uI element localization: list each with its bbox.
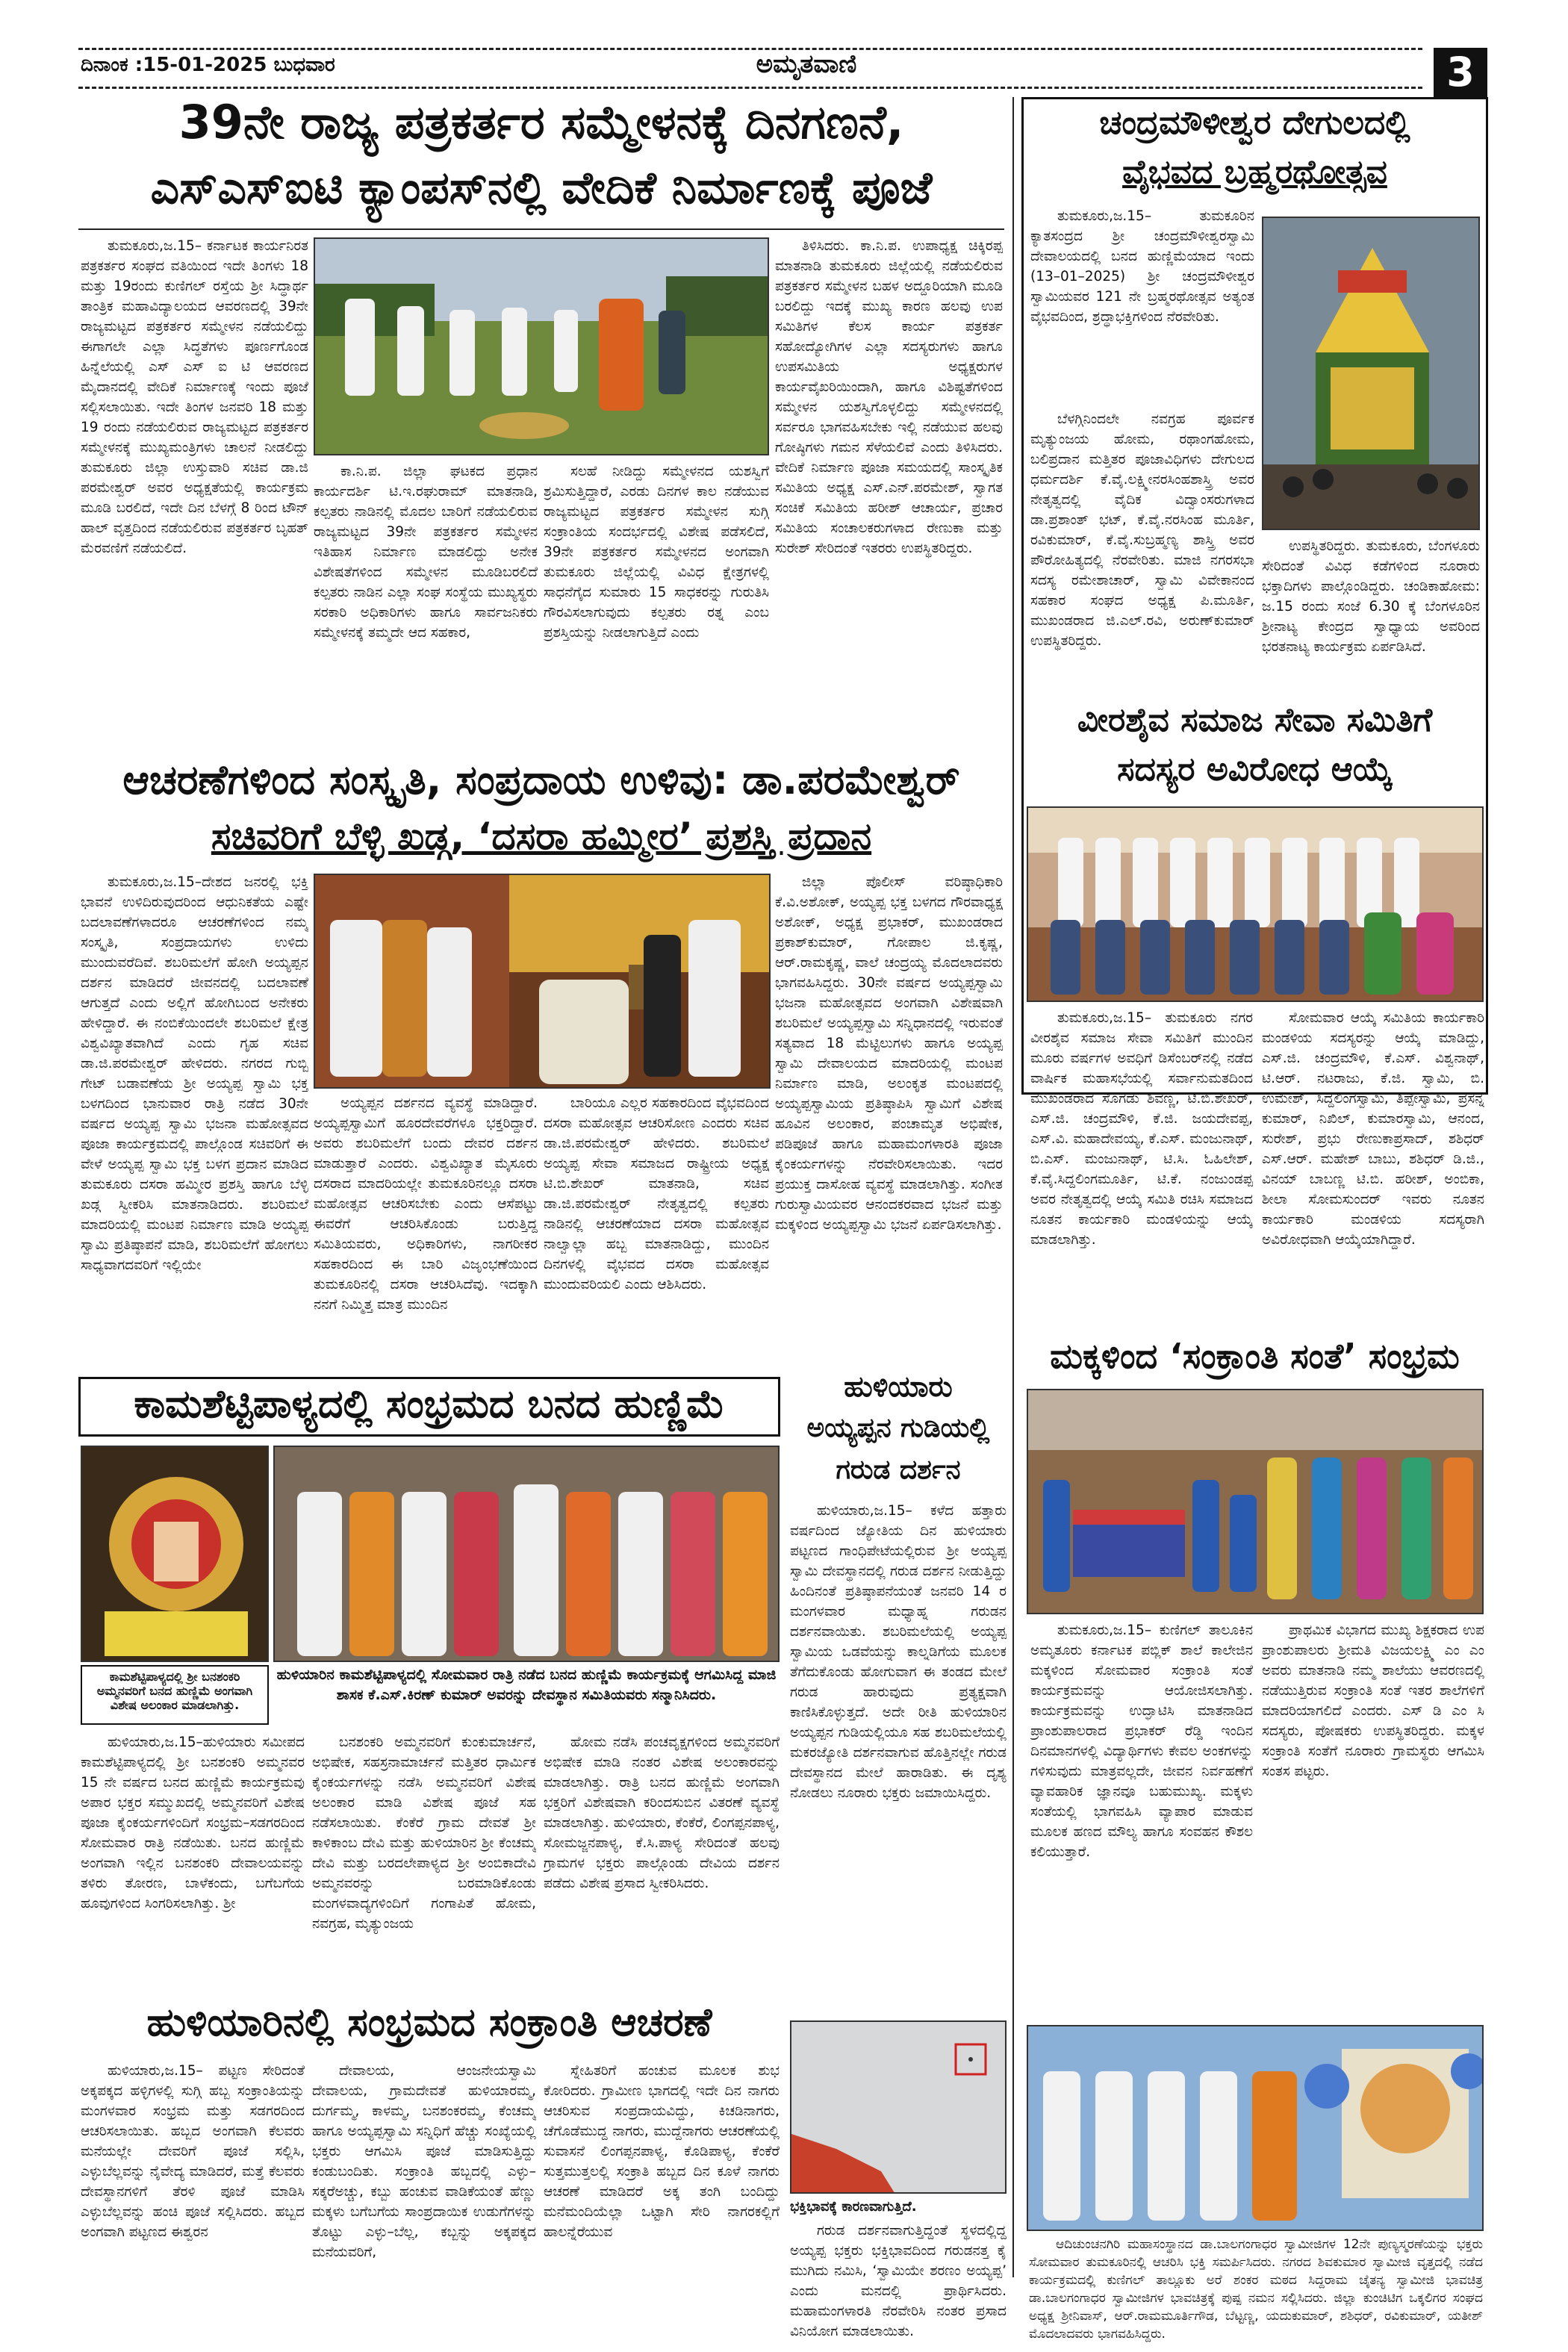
article7-column-1: [1030, 1620, 1253, 2020]
article4-col3-text: ಸ್ನೇಹಿತರಿಗೆ ಹಂಚುವ ಮೂಲಕ ಶುಭ ಕೋರಿದರು. ಗ್ರಾಮೀಣ ಭಾಗದಲ್ಲಿ ಇದೇ ದಿನ ನಾಗರು ಆಚರಿಸುವ ಸಂಪ್ರದಾಯವಿದ್ದು, ಕಿಚಡಿನಾಗರು, ಚೆಗೊಡೆಮುದ್ದ ನಾಗರು, ಮುದ್ದೆನಾಗರು ಆಚರಣೆಯಲ್ಲಿ ಸುವಾಸನೆ ಲಿಂಗಪ್ಪನಪಾಳ್ಯ, ಕೊಡಿಪಾಳ್ಯ, ಕೆಂಕೆರೆ ಸುತ್ತಮುತ್ತಲಲ್ಲಿ ಸಂಕ್ರಾತಿ ಹಬ್ಬದ ದಿನ ಕೂಳೆ ನಾಗರು ಆಚರಣೆ ಮಾಡಿದರೆ ಅಕ್ಕ ತಂಗಿ ಬಂದಿದ್ದು ಮನೆಮಂದಿಯೆಲ್ಲಾ ಒಟ್ಟಾಗಿ ಸೇರಿ ನಾಗರಕಲ್ಲಿಗೆ ಹಾಲನ್ನೆರೆಯುವ: [544, 2063, 780, 2240]
article8-headline-line1: ಹುಳಿಯಾರು: [844, 1370, 953, 1403]
article3-photo-left: [81, 1446, 269, 1662]
article3-col1-text: ಹುಳಿಯಾರು,ಜ.15–ಹುಳಿಯಾರು ಸಮೀಪದ ಕಾಮಶೆಟ್ಟಿಪಾಳ್ಯದಲ್ಲಿ ಶ್ರೀ ಬನಶಂಕರಿ ಅಮ್ಮನವರ 15 ನೇ ವರ್ಷದ ಬನದ ಹುಣ್ಣಿಮೆ ಕಾರ್ಯಕ್ರಮವು ಅಪಾರ ಭಕ್ತರ ಸಮ್ಮುಖದಲ್ಲಿ ಅಮ್ಮನವರಿಗೆ ವಿಶೇಷ ಪೂಜಾ ಕೈಂಕರ್ಯಗಳಿಂದಿಗೆ ಸಂಭ್ರಮ–ಸಡಗರದಿಂದ ಸೋಮವಾರ ರಾತ್ರಿ ನಡೆಯಿತು. ಬನದ ಹುಣ್ಣಿಮೆ ಅಂಗವಾಗಿ ಇಲ್ಲಿನ ಬನಶಂಕರಿ ದೇವಾಲಯವನ್ನು ತಳಿರು ತೋರಣ, ಬಾಳೆಕಂದು, ಬಗೆಬಗೆಯ ಹೂವುಗಳಿಂದ ಸಿಂಗರಿಸಲಾಗಿತ್ತು. ಶ್ರೀ: [81, 1735, 305, 1911]
article9-caption: [1029, 2236, 1483, 2348]
article1-col3-text: ಸಲಹೆ ನೀಡಿದ್ದು ಸಮ್ಮೇಳನದ ಯಶಸ್ವಿಗೆ ಶ್ರಮಿಸುತ್ತಿದ್ದಾರೆ, ಎರಡು ದಿನಗಳ ಕಾಲ ನಡೆಯುವ ರಾಜ್ಯಮಟ್ಟದ ಪತ್ರಕರ್ತರ ಸಮ್ಮೇಳನ ಸುಗ್ಗಿ ಸಂಕ್ರಾಂತಿಯ ಸಂದರ್ಭದಲ್ಲಿ ವಿಶೇಷ ಪಡೆಸಲಿದೆ, 39ನೇ ಪತ್ರಕರ್ತರ ಸಮ್ಮೇಳನದ ಅಂಗವಾಗಿ ತುಮಕೂರು ಜಿಲ್ಲೆಯಲ್ಲಿ ವಿವಿಧ ಕ್ಷೇತ್ರಗಳಲ್ಲಿ ಸಾಧನೆಗೈದ ಸುಮಾರು 15 ಸಾಧಕರನ್ನು ಗುರುತಿಸಿ ಗೌರವಿಸಲಾಗುವುದು ಕಲ್ಪತರು ರತ್ನ ಎಂಬ ಪ್ರಶಸ್ತಿಯನ್ನು ನೀಡಲಾಗುತ್ತಿದೆ ಎಂದು: [544, 464, 769, 641]
article5-col-full-text: ಬೆಳಗ್ಗಿನಿಂದಲೇ ನವಗ್ರಹ ಪೂರ್ವಕ ಮೃತ್ಯುಂಜಯ ಹೋಮ, ರಥಾಂಗಹೋಮ, ಬಲಿಪ್ರದಾನ ಮತ್ತಿತರ ಪೂಜಾವಿಧಿಗಳು ದೇಗುಲದ ಧರ್ಮದರ್ಶಿ ಕೆ.ವೈ.ಲಕ್ಷ್ಮೀನರಸಿಂಹಶಾಸ್ತ್ರಿ ಅವರ ನೇತೃತ್ವದಲ್ಲಿ ವೈದಿಕ ವಿದ್ವಾಂಸರುಗಳಾದ ಡಾ.ಪ್ರಶಾಂತ್ ಭಟ್, ಕೆ.ವೈ.ನರಸಿಂಹ ಮೂರ್ತಿ, ರವಿಕುಮಾರ್, ಕೆ.ವೈ.ಸುಬ್ರಹ್ಮಣ್ಯ ಶಾಸ್ತ್ರಿ ಅವರ ಪೌರೋಹಿತ್ಯದಲ್ಲಿ ನೆರವೇರಿತು. ಮಾಜಿ ನಗರಸಭಾ ಸದಸ್ಯ ರಮೇಶಾಚಾರ್, ಸ್ವಾಮಿ ವಿವೇಕಾನಂದ ಸಹಕಾರ ಸಂಘದ ಅಧ್ಯಕ್ಷ ಪಿ.ಮೂರ್ತಿ, ಮುಖಂಡರಾದ ಜಿ.ಎಲ್.ರವಿ, ಅರುಣ್‌ಕುಮಾರ್ ಉಪಸ್ಥಿತರಿದ್ದರು.: [1030, 411, 1254, 649]
article8-garuda-sky-image: [791, 2022, 1007, 2194]
article3-col2-text: ಬನಶಂಕರಿ ಅಮ್ಮನವರಿಗೆ ಕುಂಕುಮಾರ್ಚನೆ, ಅಭಿಷೇಕ, ಸಹಸ್ರನಾಮಾರ್ಚನೆ ಮತ್ತಿತರ ಧಾರ್ಮಿಕ ಕೈಂಕರ್ಯಗಳನ್ನು ನಡೆಸಿ ಅಮ್ಮನವರಿಗೆ ವಿಶೇಷ ಅಲಂಕಾರ ಮಾಡಿ ವಿಶೇಷ ಪೂಜೆ ಸಹ ನಡೆಸಲಾಯಿತು. ಕೆಂಕೆರೆ ಗ್ರಾಮ ದೇವತೆ ಶ್ರೀ ಕಾಳಿಕಾಂಬ ದೇವಿ ಮತ್ತು ಹುಳಿಯಾರಿನ ಶ್ರೀ ಕೆಂಚಮ್ಮ ದೇವಿ ಮತ್ತು ಬರದಲೇಪಾಳ್ಯದ ಶ್ರೀ ಅಂಬಿಕಾದೇವಿ ಅಮ್ಮನವರನ್ನು ಬರಮಾಡಿಕೊಂಡು ಮಂಗಳವಾದ್ಯಗಳಿಂದಿಗೆ ಗಂಗಾಪಿತೆ ಹೋಮ, ನವಗ್ರಹ, ಮೃತ್ಯುಂಜಯ: [312, 1735, 536, 1932]
column-divider: [1012, 97, 1014, 2277]
masthead-date: ದಿನಾಂಕ :15-01-2025 ಬುಧವಾರ: [81, 54, 335, 76]
article3-column-2: [312, 1732, 536, 1983]
article8-headline-line3: ಗರುಡ ದರ್ಶನ: [836, 1455, 961, 1485]
article6-col1-text: ತುಮಕೂರು,ಜ.15– ತುಮಕೂರು ನಗರ ವೀರಶೈವ ಸಮಾಜ ಸೇವಾ ಸಮಿತಿಗೆ ಮುಂದಿನ ಮೂರು ವರ್ಷಗಳ ಅವಧಿಗೆ ಡಿಸೆಂಬರ್‌ನಲ್ಲಿ ನಡೆದ ವಾರ್ಷಿಕ ಮಹಾಸಭೆಯಲ್ಲಿ ಸರ್ವಾನುಮತದಿಂದ ಮುಖಂಡರಾದ ಸೊಗಡು ಶಿವಣ್ಣ, ಟಿ.ಬಿ.ಶೇಖರ್, ಎಸ್.ಜಿ. ಚಂದ್ರಮೌಳಿ, ಕೆ.ಜಿ. ಜಯದೇವಪ್ಪ, ಎಸ್.ವಿ. ಮಹಾದೇವಯ್ಯ, ಕೆ.ಎಸ್. ಮಂಜುನಾಥ್, ಬಿ.ಎಸ್. ಮಂಜುನಾಥ್, ಟಿ.ಸಿ. ಓಹಿಲೇಶ್, ಕೆ.ವೈ.ಸಿದ್ದಲಿಂಗಮೂರ್ತಿ, ಟಿ.ಕೆ. ನಂಜುಂಡಪ್ಪ ಅವರ ನೇತೃತ್ವದಲ್ಲಿ ಆಯ್ಕೆ ಸಮಿತಿ ರಚಿಸಿ ಸಮಾಜದ ನೂತನ ಕಾರ್ಯಕಾರಿ ಮಂಡಳಿಯನ್ನು ಆಯ್ಕೆ ಮಾಡಲಾಗಿತ್ತು.: [1030, 1010, 1253, 1248]
article2-column-4: [775, 872, 1003, 1365]
article8-col-tail-text: ಗರುಡ ದರ್ಶನವಾಗುತ್ತಿದ್ದಂತೆ ಸ್ಥಳದಲ್ಲಿದ್ದ ಅಯ್ಯಪ್ಪ ಭಕ್ತರು ಭಕ್ತಿಭಾವದಿಂದ ಗರುಡನತ್ತ ಕೈ ಮುಗಿದು ನಮಿಸಿ, ‘ಸ್ವಾಮಿಯೇ ಶರಣಂ ಅಯ್ಯಪ್ಪ’ ಎಂದು ಮನದಲ್ಲಿ ಪ್ರಾರ್ಥಿಸಿದರು. ಮಹಾಮಂಗಳಾರತಿ ನೆರವೇರಿಸಿ ನಂತರ ಪ್ರಸಾದ ವಿನಿಯೋಗ ಮಾಡಲಾಯಿತು.: [790, 2223, 1007, 2339]
article5-caption-text: ಉಪಸ್ಥಿತರಿದ್ದರು. ತುಮಕೂರು, ಬೆಂಗಳೂರು ಸೇರಿದಂತೆ ವಿವಿಧ ಕಡೆಗಳಿಂದ ನೂರಾರು ಭಕ್ತಾದಿಗಳು ಪಾಲ್ಗೊಂಡಿದ್ದರು. ಚಂಡಿಕಾಹೋಮ: ಜ.15 ರಂದು ಸಂಜೆ 6.30 ಕ್ಕೆ ಬೆಂಗಳೂರಿನ ಶ್ರೀನಾಟ್ಯ ಕೇಂದ್ರದ ಸ್ವಾಧ್ಯಾಯ ಅವರಿಂದ ಭರತನಾಟ್ಯ ಕಾರ್ಯಕ್ರಮ ಏರ್ಪಡಿಸಿದೆ.: [1262, 538, 1480, 655]
article5-headline-line2: ವೈಭವದ ಬ್ರಹ್ಮರಥೋತ್ಸವ: [1122, 153, 1387, 191]
article1-col4-text: ತಿಳಿಸಿದರು. ಕಾ.ನಿ.ಪ. ಉಪಾಧ್ಯಕ್ಷ ಚಿಕ್ಕಿರಪ್ಪ ಮಾತನಾಡಿ ತುಮಕೂರು ಜಿಲ್ಲೆಯಲ್ಲಿ ನಡೆಯಲಿರುವ ಪತ್ರಕರ್ತರ ಸಮ್ಮೇಳನ ಬಹಳ ಅದ್ದೂರಿಯಾಗಿ ಮೂಡಿ ಬರಲಿದ್ದು ಇದಕ್ಕೆ ಮುಖ್ಯ ಕಾರಣ ಹಲವು ಉಪ ಸಮಿತಿಗಳ ಕೆಲಸ ಕಾರ್ಯ ಪತ್ರಕರ್ತ ಸಹೋದ್ಯೋಗಿಗಳ ಎಲ್ಲಾ ಸದಸ್ಯರುಗಳು ಹಾಗೂ ಉಪಸಮಿತಿಯ ಅಧ್ಯಕ್ಷರುಗಳ ಕಾರ್ಯವೈಖರಿಯಿಂದಾಗಿ, ಹಾಗೂ ವಿಶಿಷ್ಟತೆಗಳಿಂದ ಸಮ್ಮೇಳನ ಯಶಸ್ವಿಗೊಳ್ಳಲಿದ್ದು ಸಮ್ಮೇಳನದಲ್ಲಿ ಸರ್ವರೂ ಭಾಗವಹಿಸಬೇಕು ಇಲ್ಲಿ ನಡೆಯುವ ಹಲವು ಗೋಷ್ಠಿಗಳು ಗಮನ ಸೆಳೆಯಲಿವೆ ಎಂದು ತಿಳಿಸಿದರು. ವೇದಿಕೆ ನಿರ್ಮಾಣ ಪೂಜಾ ಸಮಯದಲ್ಲಿ ಸಾಂಸ್ಕೃತಿಕ ಸಮಿತಿಯ ಅಧ್ಯಕ್ಷ ಎಸ್.ಎನ್.ಪರಮೇಶ್, ಸ್ವಾಗತ ಸಂಚಿಕೆ ಸಮಿತಿಯ ಹರೀಶ್ ಆಚಾರ್ಯ, ಪ್ರಚಾರ ಸಮಿತಿಯ ಸಂಚಾಲಕರುಗಳಾದ ರೇಣುಕಾ ಮತ್ತು ಸುರೇಶ್ ಸೇರಿದಂತೆ ಇತರರು ಉಪಸ್ಥಿತರಿದ್ದರು.: [775, 238, 1003, 556]
article4-column-1: [81, 2061, 305, 2348]
article6-col2-text: ಸೋಮವಾರ ಆಯ್ಕೆ ಸಮಿತಿಯ ಕಾರ್ಯಕಾರಿ ಮಂಡಳಿಯ ಸದಸ್ಯರನ್ನು ಆಯ್ಕೆ ಮಾಡಿದ್ದು, ಎಸ್.ಜಿ. ಚಂದ್ರಮೌಳಿ, ಕೆ.ಎಸ್. ವಿಶ್ವನಾಥ್, ಟಿ.ಆರ್. ನಟರಾಜು, ಕೆ.ಜಿ. ಸ್ವಾಮಿ, ಬಿ. ಉಮೇಶ್, ಸಿದ್ದಲಿಂಗಸ್ವಾಮಿ, ತಿಪ್ಪೇಸ್ವಾಮಿ, ಪ್ರಸನ್ನ ಕುಮಾರ್, ನಿಖಿಲ್, ಕುಮಾರಸ್ವಾಮಿ, ಆನಂದ, ಸುರೇಶ್, ಪ್ರಭು ರೇಣುಕಾಪ್ರಸಾದ್, ಶಶಿಧರ್ ಎಸ್.ಆರ್. ಮಹೇಶ್ ಬಾಬು, ಶಶಿಧರ್ ಡಿ.ಜಿ., ವಿನಯ್ ಬಾಬಣ್ಣ ಟಿ.ಬಿ. ಹರೀಶ್, ಅಂಬಿಕಾ, ಶೀಲಾ ಸೋಮಸುಂದರ್ ಇವರು ನೂತನ ಕಾರ್ಯಕಾರಿ ಮಂಡಳಿಯ ಸದಸ್ಯರಾಗಿ ಅವಿರೋಧವಾಗಿ ಆಯ್ಕೆಯಾಗಿದ್ದಾರೆ.: [1262, 1010, 1484, 1248]
article7-column-2: [1262, 1620, 1484, 2020]
article2-headline-line1: ಆಚರಣೆಗಳಿಂದ ಸಂಸ್ಕೃತಿ, ಸಂಪ್ರದಾಯ ಉಳಿವು: ಡಾ.ಪರಮೇಶ್ವರ್: [122, 756, 960, 803]
article6-headline-line1: ವೀರಶೈವ ಸಮಾಜ ಸೇವಾ ಸಮಿತಿಗೆ: [1077, 701, 1433, 739]
article1-rule: [78, 228, 1004, 230]
article9-tribute-image: [1028, 2026, 1484, 2231]
article2-col2-text: ಅಯ್ಯಪ್ಪನ ದರ್ಶನದ ವ್ಯವಸ್ಥೆ ಮಾಡಿದ್ದಾರೆ. ಅಯ್ಯಪ್ಪಸ್ವಾಮಿಗೆ ಹೂರದೇವರೆಗಳೂ ಭಕ್ತರಿದ್ದಾರೆ. ಅವರು ಶಬರಿಮಲೆಗೆ ಬಂದು ದೇವರ ದರ್ಶನ ಮಾಡುತ್ತಾರೆ ಎಂದರು. ವಿಶ್ವವಿಖ್ಯಾತ ಮೈಸೂರು ದಸರಾದ ಮಾದರಿಯಲ್ಲೇ ತುಮಕೂರಿನಲ್ಲೂ ದಸರಾ ಮಹೋತ್ಸವ ಆಚರಿಸಬೇಕು ಎಂದು ಆಸೆಪಟ್ಟು ಈವರೆಗೆ ಆಚರಿಸಿಕೊಂಡು ಬರುತ್ತಿದ್ದ ಸಮಿತಿಯವರು, ಅಧಿಕಾರಿಗಳು, ನಾಗರೀಕರ ಸಹಕಾರದಿಂದ ಈ ಬಾರಿ ವಿಜೃಂಭಣೆಯಿಂದ ತುಮಕೂರಿನಲ್ಲಿ ದಸರಾ ಆಚರಿಸಿದೆವು. ಇದಕ್ಕಾಗಿ ನನಗೆ ನಿಮ್ಮಿತ್ತ ಮಾತ್ರ ಮುಂದಿನ: [314, 1095, 538, 1313]
article2-column-1: [81, 872, 308, 1365]
article1-column-3: [544, 461, 769, 751]
article3-col3-text: ಹೋಮ ನಡೆಸಿ ಪಂಚವೃಕ್ಷಗಳಿಂದ ಅಮ್ಮನವರಿಗೆ ಅಭಿಷೇಕ ಮಾಡಿ ನಂತರ ವಿಶೇಷ ಅಲಂಕಾರವನ್ನು ಮಾಡಲಾಗಿತ್ತು. ರಾತ್ರಿ ಬನದ ಹುಣ್ಣಿಮೆ ಅಂಗವಾಗಿ ಭಕ್ತರಿಗೆ ವಿಶೇಷವಾಗಿ ಕರಿಂದಸುಬಿನ ವಿತರಣೆ ವ್ಯವಸ್ಥೆ ಮಾಡಲಾಗಿತ್ತು. ಹುಳಿಯಾರು, ಕೆಂಕೆರೆ, ಲಿಂಗಪ್ಪನಪಾಳ್ಯ, ಸೋಮಜ್ಜನಪಾಳ್ಯ, ಕೆ.ಸಿ.ಪಾಳ್ಯ ಸೇರಿದಂತೆ ಹಲವು ಗ್ರಾಮಗಳ ಭಕ್ತರು ಪಾಲ್ಗೊಂಡು ದೇವಿಯ ದರ್ಶನ ಪಡೆದು ವಿಶೇಷ ಪ್ರಸಾದ ಸ್ವೀಕರಿಸಿದರು.: [544, 1735, 780, 1891]
article6-group-photo-image: [1028, 808, 1484, 1002]
article2-headline-line2: ಸಚಿವರಿಗೆ ಬೆಳ್ಳಿ ಖಡ್ಗ, ‘ದಸರಾ ಹಮ್ಮೀರ’ ಪ್ರಶಸ್ತಿ ಪ್ರದಾನ: [211, 815, 872, 858]
article1-headline-line2: ಎಸ್‌ಎಸ್‌ಐಟಿ ಕ್ಯಾಂಪಸ್‌ನಲ್ಲಿ ವೇದಿಕೆ ನಿರ್ಮಾಣಕ್ಕೆ ಪೂಜೆ: [150, 162, 933, 214]
article8-headline-line2: ಅಯ್ಯಪ್ಪನ ಗುಡಿಯಲ್ಲಿ: [806, 1413, 990, 1443]
article3-column-3: [544, 1732, 780, 1983]
article7-col2-text: ಪ್ರಾಥಮಿಕ ವಿಭಾಗದ ಮುಖ್ಯ ಶಿಕ್ಷಕರಾದ ಉಪ ಪ್ರಾಂಶುಪಾಲರು ಶ್ರೀಮತಿ ವಿಜಯಲಕ್ಷ್ಮಿ ಎಂ ಎಂ ಅವರು ಮಾತನಾಡಿ ನಮ್ಮ ಶಾಲೆಯು ಆವರಣದಲ್ಲಿ ನಡೆಯುತ್ತಿರುವ ಸಂಕ್ರಾಂತಿ ಸಂತೆ ಇತರ ಶಾಲೆಗಳಿಗೆ ಮಾದರಿಯಾಗಲಿದೆ ಎಂದರು. ಎಸ್ ಡಿ ಎಂ ಸಿ ಸದಸ್ಯರು, ಪೋಷಕರು ಉಪಸ್ಥಿತರಿದ್ದರು. ಮಕ್ಕಳ ಸಂಕ್ರಾಂತಿ ಸಂತೆಗೆ ನೂರಾರು ಗ್ರಾಮಸ್ಥರು ಆಗಮಿಸಿ ಸಂತಸ ಪಟ್ಟರು.: [1262, 1623, 1484, 1779]
article3-caption-right: ಹುಳಿಯಾರಿನ ಕಾಮಶೆಟ್ಟಿಪಾಳ್ಯದಲ್ಲಿ ಸೋಮವಾರ ರಾತ್ರಿ ನಡೆದ ಬನದ ಹುಣ್ಣಿಮೆ ಕಾರ್ಯಕ್ರಮಕ್ಕೆ ಆಗಮಿಸಿದ್ದ ಮಾಜಿ ಶಾಸಕ ಕೆ.ಎಸ್.ಕಿರಣ್ ಕುಮಾರ್ ಅವರನ್ನು ದೇವಸ್ಥಾನ ಸಮಿತಿಯವರು ಸನ್ಮಾನಿಸಿದರು.: [273, 1665, 780, 1728]
article6-column-1: [1030, 1008, 1253, 1329]
article6-headline-line2: ಸದಸ್ಯರ ಅವಿರೋಧ ಆಯ್ಕೆ: [1117, 750, 1393, 788]
article1-column-2: [314, 461, 538, 751]
article4-column-3: [544, 2061, 780, 2348]
article4-col2-text: ದೇವಾಲಯ, ಆಂಜನೇಯಸ್ವಾಮಿ ದೇವಾಲಯ, ಗ್ರಾಮದೇವತೆ ಹುಳಿಯಾರಮ್ಮ, ದುರ್ಗಮ್ಮ, ಕಾಳಮ್ಮ, ಬನಶಂಕರಮ್ಮ, ಕೆಂಚಮ್ಮ ಹಾಗೂ ಅಯ್ಯಪ್ಪಸ್ವಾಮಿ ಸನ್ನಿಧಿಗೆ ಹೆಚ್ಚು ಸಂಖ್ಯೆಯಲ್ಲಿ ಭಕ್ತರು ಆಗಮಿಸಿ ಪೂಜೆ ಮಾಡಿಸುತ್ತಿದ್ದು ಕಂಡುಬಂದಿತು. ಸಂಕ್ರಾಂತಿ ಹಬ್ಬದಲ್ಲಿ ಎಳ್ಳು–ಸಕ್ಕರೆಅಚ್ಚು, ಕಬ್ಬು ಹಂಚುವ ವಾಡಿಕೆಯಂತೆ ಹೆಣ್ಣು ಮಕ್ಕಳು ಬಗೆಬಗೆಯ ಸಾಂಪ್ರದಾಯಿಕ ಉಡುಗೆಗಳನ್ನು ತೊಟ್ಟು ಎಳ್ಳು–ಬೆಲ್ಲ, ಕಬ್ಬನ್ನು ಅಕ್ಕಪಕ್ಕದ ಮನೆಯವರಿಗೆ,: [312, 2063, 536, 2260]
article2-column-3: [544, 1093, 769, 1365]
article1-headline-line1: 39ನೇ ರಾಜ್ಯ ಪತ್ರಕರ್ತರ ಸಮ್ಮೇಳನಕ್ಕೆ ದಿನಗಣನೆ,: [178, 95, 904, 149]
article5-chariot-image: [1263, 218, 1480, 530]
article1-column-1: [81, 236, 308, 751]
article7-children-market-image: [1028, 1390, 1484, 1614]
article8-column-1: [790, 1501, 1007, 2016]
masthead-paper-name: ಅಮೃತವಾಣಿ: [756, 49, 857, 79]
article3-photo-right: [273, 1446, 780, 1662]
article4-col1-text: ಹುಳಿಯಾರು,ಜ.15– ಪಟ್ಟಣ ಸೇರಿದಂತೆ ಅಕ್ಕಪಕ್ಕದ ಹಳ್ಳಿಗಳಲ್ಲಿ ಸುಗ್ಗಿ ಹಬ್ಬ ಸಂಕ್ರಾಂತಿಯನ್ನು ಮಂಗಳವಾರ ಸಂಭ್ರಮ ಮತ್ತು ಸಡಗರದಿಂದ ಆಚರಿಸಲಾಯಿತು. ಹಬ್ಬದ ಅಂಗವಾಗಿ ಕೆಲವರು ಮನೆಯಲ್ಲೇ ದೇವರಿಗೆ ಪೂಜೆ ಸಲ್ಲಿಸಿ, ಎಳ್ಳುಬೆಲ್ಲವನ್ನು ನೈವೇದ್ಯ ಮಾಡಿದರೆ, ಮತ್ತೆ ಕೆಲವರು ದೇವಸ್ಥಾನಗಳಿಗೆ ತೆರಳಿ ಪೂಜೆ ಮಾಡಿಸಿ ಎಳ್ಳುಬೆಲ್ಲವನ್ನು ಹಂಚಿ ಪೂಜೆ ಸಲ್ಲಿಸಿದರು. ಹಬ್ಬದ ಅಂಗವಾಗಿ ಪಟ್ಟಣದ ಈಶ್ವರನ: [81, 2063, 305, 2240]
article3-caption-left: ಕಾಮಶೆಟ್ಟಿಪಾಳ್ಯದಲ್ಲಿ ಶ್ರೀ ಬನಶಂಕರಿ ಅಮ್ಮನವರಿಗೆ ಬನದ ಹುಣ್ಣಿಮೆ ಅಂಗವಾಗಿ ವಿಶೇಷ ಅಲಂಕಾರ ಮಾಡಲಾಗಿತ್ತು.: [81, 1665, 269, 1725]
article5-col1-text: ತುಮಕೂರು,ಜ.15– ತುಮಕೂರಿನ ಕ್ಯಾತಸಂದ್ರದ ಶ್ರೀ ಚಂದ್ರಮೌಳೀಶ್ವರಸ್ವಾಮಿ ದೇವಾಲಯದಲ್ಲಿ ಬನದ ಹುಣ್ಣಿಮೆಯಾದ ಇಂದು (13–01–2025) ಶ್ರೀ ಚಂದ್ರಮೌಳೀಶ್ವರ ಸ್ವಾಮಿಯವರ 121 ನೇ ಬ್ರಹ್ಮರಥೋತ್ಸವ ಅತ್ಯಂತ ವೈಭವದಿಂದ, ಶ್ರದ್ಧಾಭಕ್ತಿಗಳಿಂದ ನೆರವೇರಿತು.: [1030, 208, 1254, 325]
article7-col1-text: ತುಮಕೂರು,ಜ.15– ಕುಣಿಗಲ್ ತಾಲೂಕಿನ ಅಮೃತೂರು ಕರ್ನಾಟಕ ಪಬ್ಲಿಕ್ ಶಾಲೆ ಕಾಲೇಜಿನ ಮಕ್ಕಳಿಂದ ಸೋಮವಾರ ಸಂಕ್ರಾಂತಿ ಸಂತೆ ಕಾರ್ಯಕ್ರಮವನ್ನು ಆಯೋಜಿಸಲಾಗಿತ್ತು. ಕಾರ್ಯಕ್ರಮವನ್ನು ಉದ್ಘಾಟಿಸಿ ಮಾತನಾಡಿದ ಪ್ರಾಂಶುಪಾಲರಾದ ಪ್ರಭಾಕರ್ ರೆಡ್ಡಿ ಇಂದಿನ ದಿನಮಾನಗಳಲ್ಲಿ ವಿದ್ಯಾರ್ಥಿಗಳು ಕೇವಲ ಅಂಕಗಳನ್ನು ಗಳಿಸುವುದು ಮಾತ್ರವಲ್ಲದೇ, ಜೀವನ ನಿರ್ವಹಣೆಗೆ ವ್ಯಾವಹಾರಿಕ ಜ್ಞಾನವೂ ಬಹುಮುಖ್ಯ. ಮಕ್ಕಳು ಸಂತೆಯಲ್ಲಿ ಭಾಗವಹಿಸಿ ವ್ಯಾಪಾರ ಮಾಡುವ ಮೂಲಕ ಹಣದ ಮೌಲ್ಯ ಹಾಗೂ ಸಂವಹನ ಕೌಶಲ ಕಲಿಯುತ್ತಾರೆ.: [1030, 1623, 1253, 1860]
article1-photo-image: [315, 239, 769, 455]
article6-photo: [1027, 806, 1484, 1002]
article7-headline: ಮಕ್ಕಳಿಂದ ‘ಸಂಕ್ರಾಂತಿ ಸಂತೆ’ ಸಂಭ್ರಮ: [1050, 1336, 1460, 1376]
article9-photo: [1027, 2025, 1484, 2231]
article8-column-2: [790, 2221, 1007, 2348]
article3-felicitation-image: [275, 1447, 780, 1662]
article5-headline-line1: ಚಂದ್ರಮೌಳೀಶ್ವರ ದೇಗುಲದಲ್ಲಿ: [1099, 104, 1410, 142]
article8-caption: ಭಕ್ತಿಭಾವಕ್ಕೆ ಕಾರಣವಾಗುತ್ತಿದೆ.: [790, 2197, 1007, 2219]
article3-column-1: [81, 1732, 305, 1983]
article3-headline: ಕಾಮಶೆಟ್ಟಿಪಾಳ್ಯದಲ್ಲಿ ಸಂಭ್ರಮದ ಬನದ ಹುಣ್ಣಿಮೆ: [134, 1382, 725, 1427]
article8-photo: [790, 2020, 1007, 2194]
page-number: 3: [1434, 48, 1487, 97]
masthead-bottom-rule: [78, 87, 1422, 89]
article8-col1-text: ಹುಳಿಯಾರು,ಜ.15– ಕಳೆದ ಹತ್ತಾರು ವರ್ಷದಿಂದ ಜ್ಯೋತಿಯ ದಿನ ಹುಳಿಯಾರು ಪಟ್ಟಣದ ಗಾಂಧಿಪೇಟೆಯಲ್ಲಿರುವ ಶ್ರೀ ಅಯ್ಯಪ್ಪ ಸ್ವಾಮಿ ದೇವಸ್ಥಾನದಲ್ಲಿ ಗರುಡ ದರ್ಶನ ನೀಡುತ್ತಿದ್ದು ಹಿಂದಿನಂತೆ ಪ್ರತಿಷ್ಠಾಪನೆಯಂತೆ ಜನವರಿ 14 ರ ಮಂಗಳವಾರ ಮಧ್ಯಾಹ್ನ ಗರುಡನ ದರ್ಶನವಾಯಿತು. ಶಬರಿಮಲೆಯಲ್ಲಿ ಅಯ್ಯಪ್ಪ ಸ್ವಾಮಿಯ ಒಡವೆಯನ್ನು ಕಾಲ್ನಡಿಗೆಯ ಮೂಲಕ ತೆಗೆದುಕೊಂಡು ಹೋಗುವಾಗ ಈ ತಂಡದ ಮೇಲೆ ಗರುಡ ಹಾರುವುದು ಪ್ರತ್ಯಕ್ಷವಾಗಿ ಕಾಣಿಸಿಕೊಳ್ಳುತ್ತದೆ. ಅದೇ ರೀತಿ ಹುಳಿಯಾರಿನ ಅಯ್ಯಪ್ಪನ ಗುಡಿಯಲ್ಲಿಯೂ ಸಹ ಶಬರಿಮಲೆಯಲ್ಲಿ ಮಕರಜ್ಯೋತಿ ದರ್ಶನವಾಗುವ ಹೊತ್ತಿನಲ್ಲೇ ಗರುಡ ದೇವಸ್ಥಾನದ ಮೇಲೆ ಹಾರಾಡಿತು. ಈ ದೃಶ್ಯ ನೋಡಲು ನೂರಾರು ಭಕ್ತರು ಜಮಾಯಿಸಿದ್ದರು.: [790, 1503, 1007, 1801]
article9-caption-text: ಆದಿಚುಂಚನಗಿರಿ ಮಹಾಸಂಸ್ಥಾನದ ಡಾ.ಬಾಲಗಂಗಾಧರ ಸ್ವಾಮೀಜಿಗಳ 12ನೇ ಪುಣ್ಯಸ್ಮರಣೆಯನ್ನು ಭಕ್ತರು ಸೋಮವಾರ ತುಮಕೂರಿನಲ್ಲಿ ಆಚರಿಸಿ ಭಕ್ತಿ ಸಮರ್ಪಿಸಿದರು. ನಗರದ ಶಿವಕುಮಾರ ಸ್ವಾಮೀಜಿ ವೃತ್ತದಲ್ಲಿ ನಡೆದ ಕಾರ್ಯಕ್ರಮದಲ್ಲಿ ಕುಣಿಗಲ್ ತಾಲ್ಲೂಕು ಅರೆ ಶಂಕರ ಮಠದ ಸಿದ್ದರಾಮ ಚೈತನ್ಯ ಸ್ವಾಮೀಜಿ ಭಾವಚಿತ್ರ ಡಾ.ಬಾಲಗಂಗಾಧರ ಸ್ವಾಮೀಜಿಗಳ ಭಾವಚಿತ್ರಕ್ಕೆ ಪುಷ್ಪ ನಮನ ಸಲ್ಲಿಸಿದರು. ಜಿಲ್ಲಾ ಕುಂಚಿಟಿಗ ಒಕ್ಕಲಿಗರ ಸಂಘದ ಅಧ್ಯಕ್ಷ ಶ್ರೀನಿವಾಸ್, ಆರ್.ರಾಮಮೂರ್ತಿಗೌಡ, ಬೆಟ್ಟಣ್ಣ, ಯದುಕುಮಾರ್, ಶಶಿಧರ್, ರವಿಕುಮಾರ್, ಯತೀಶ್ ಮೊದಲಾದವರು ಭಾಗವಹಿಸಿದ್ದರು.: [1029, 2237, 1483, 2342]
article2-col1-text: ತುಮಕೂರು,ಜ.15–ದೇಶದ ಜನರಲ್ಲಿ ಭಕ್ತಿ ಭಾವನೆ ಉಳಿದಿರುವುದರಿಂದ ಆಧುನಿಕತೆಯ ಎಷ್ಟೇ ಬದಲಾವಣೆಗಳಾದರೂ ಆಚರಣೆಗಳಿಂದ ನಮ್ಮ ಸಂಸ್ಕೃತಿ, ಸಂಪ್ರದಾಯಗಳು ಉಳಿದು ಮುಂದುವರೆದಿವೆ. ಶಬರಿಮಲೆಗೆ ಹೋಗಿ ಅಯ್ಯಪ್ಪನ ದರ್ಶನ ಮಾಡಿದರೆ ಜೀವನದಲ್ಲಿ ಬದಲಾವಣೆ ಆಗುತ್ತದೆ ಎಂದು ಅಲ್ಲಿಗೆ ಹೋಗಿಬಂದ ಅನೇಕರು ಹೇಳಿದ್ದಾರೆ. ಈ ನಂಬಿಕೆಯಿಂದಲೇ ಶಬರಿಮಲೆ ಕ್ಷೇತ್ರ ವಿಶ್ವವಿಖ್ಯಾತವಾಗಿದೆ ಎಂದು ಗೃಹ ಸಚಿವ ಡಾ.ಜಿ.ಪರಮೇಶ್ವರ್ ಹೇಳಿದರು. ನಗರದ ಗುಬ್ಬಿ ಗೇಟ್ ಬಡಾವಣೆಯ ಶ್ರೀ ಅಯ್ಯಪ್ಪ ಸ್ವಾಮಿ ಭಕ್ತ ಬಳಗದಿಂದ ಭಾನುವಾರ ರಾತ್ರಿ ನಡೆದ 30ನೇ ವರ್ಷದ ಅಯ್ಯಪ್ಪ ಸ್ವಾಮಿ ಭಜನಾ ಮಹೋತ್ಸವದ ಪೂಜಾ ಕಾರ್ಯಕ್ರಮದಲ್ಲಿ ಪಾಲ್ಗೊಂಡ ಸಚಿವರಿಗೆ ಈ ವೇಳೆ ಅಯ್ಯಪ್ಪ ಸ್ವಾಮಿ ಭಕ್ತ ಬಳಗ ಪ್ರದಾನ ಮಾಡಿದ ತುಮಕೂರು ದಸರಾ ಹಮ್ಮೀರ ಪ್ರಶಸ್ತಿ ಹಾಗೂ ಬೆಳ್ಳಿ ಖಡ್ಗ ಸ್ವೀಕರಿಸಿ ಮಾತನಾಡಿದರು. ಶಬರಿಮಲೆ ಮಾದರಿಯಲ್ಲಿ ಮಂಟಪ ನಿರ್ಮಾಣ ಮಾಡಿ ಅಯ್ಯಪ್ಪ ಸ್ವಾಮಿ ಪ್ರತಿಷ್ಠಾಪನೆ ಮಾಡಿ, ಶಬರಿಮಲೆಗೆ ಹೋಗಲು ಸಾಧ್ಯವಾಗದವರಿಗೆ ಇಲ್ಲಿಯೇ: [81, 874, 308, 1273]
article7-photo: [1027, 1389, 1484, 1614]
article2-photo: [314, 874, 771, 1089]
article5-column-1: [1030, 206, 1254, 408]
article2-col3-text: ಬಾರಿಯೂ ಎಲ್ಲರ ಸಹಕಾರದಿಂದ ವೈಭವದಿಂದ ದಸರಾ ಮಹೋತ್ಸವ ಆಚರಿಸೋಣ ಎಂದರು ಸಚಿವ ಡಾ.ಜಿ.ಪರಮೇಶ್ವರ್ ಹೇಳಿದರು. ಶಬರಿಮಲೆ ಅಯ್ಯಪ್ಪ ಸೇವಾ ಸಮಾಜದ ರಾಷ್ಟ್ರೀಯ ಅಧ್ಯಕ್ಷ ಟಿ.ಬಿ.ಶೇಖರ್ ಮಾತನಾಡಿ, ಸಚಿವ ಡಾ.ಜಿ.ಪರಮೇಶ್ವರ್ ನೇತೃತ್ವದಲ್ಲಿ ಕಲ್ಪತರು ನಾಡಿನಲ್ಲಿ ಆಚರಣೆಯಾದ ದಸರಾ ಮಹೋತ್ಸವ ನಾಲ್ವಾಲ್ಲಾ ಹಬ್ಬ ಮಾತನಾಡಿದ್ದು, ಮುಂದಿನ ದಿನಗಳಲ್ಲಿ ವೈಭವದ ದಸರಾ ಮಹೋತ್ಸವ ಮುಂದುವರಿಯಲಿ ಎಂದು ಆಶಿಸಿದರು.: [544, 1095, 769, 1292]
article6-column-2: [1262, 1008, 1484, 1329]
article2-col4-text: ಜಿಲ್ಲಾ ಪೊಲೀಸ್ ವರಿಷ್ಠಾಧಿಕಾರಿ ಕೆ.ವಿ.ಅಶೋಕ್, ಅಯ್ಯಪ್ಪ ಭಕ್ತ ಬಳಗದ ಗೌರವಾಧ್ಯಕ್ಷ ಅಶೋಕ್, ಅಧ್ಯಕ್ಷ ಪ್ರಭಾಕರ್, ಮುಖಂಡರಾದ ಪ್ರಕಾಶ್‌ಕುಮಾರ್, ಗೋಪಾಲ ಜಿ.ಕೃಷ್ಣ, ಆರ್.ರಾಮಕೃಷ್ಣ, ವಾಲೆ ಚಂದ್ರಯ್ಯ ಮೊದಲಾದವರು ಭಾಗವಹಿಸಿದ್ದರು. 30ನೇ ವರ್ಷದ ಅಯ್ಯಪ್ಪಸ್ವಾಮಿ ಭಜನಾ ಮಹೋತ್ಸವದ ಅಂಗವಾಗಿ ವಿಶೇಷವಾಗಿ ಶಬರಿಮಲೆ ಅಯ್ಯಪ್ಪಸ್ವಾಮಿ ಸನ್ನಿಧಾನದಲ್ಲಿ ಇರುವಂತೆ ಸತ್ಯವಾದ 18 ಮೆಟ್ಟಿಲುಗಳು ಹಾಗೂ ಅಯ್ಯಪ್ಪ ಸ್ವಾಮಿ ದೇವಾಲಯದ ಮಾದರಿಯಲ್ಲಿ ಮಂಟಪ ನಿರ್ಮಾಣ ಮಾಡಿ, ಅಲಂಕೃತ ಮಂಟಪದಲ್ಲಿ ಅಯ್ಯಪ್ಪಸ್ವಾಮಿಯ ಪ್ರತಿಷ್ಠಾಪಿಸಿ ಸ್ವಾಮಿಗೆ ವಿಶೇಷ ಹೂವಿನ ಅಲಂಕಾರ, ಪಂಚಾಮೃತ ಅಭಿಷೇಕ, ಪಡಿಪೂಜೆ ಹಾಗೂ ಮಹಾಮಂಗಳಾರತಿ ಪೂಜಾ ಕೈಂಕರ್ಯಗಳನ್ನು ನೆರವೇರಿಸಲಾಯಿತು. ಇದರ ಪ್ರಯುಕ್ತ ದಾಸೋಹ ವ್ಯವಸ್ಥೆ ಮಾಡಲಾಗಿತ್ತು. ಸಂಗೀತ ಗುರುಸ್ವಾಮಿಯವರ ಆನಂದಕರವಾದ ಭಜನೆ ಮತ್ತು ಮಕ್ಕಳಿಂದ ಅಯ್ಯಪ್ಪಸ್ವಾಮಿ ಭಜನೆ ಏರ್ಪಡಿಸಲಾಗಿತ್ತು.: [775, 874, 1003, 1233]
article4-column-2: [312, 2061, 536, 2348]
article1-col1-text: ತುಮಕೂರು,ಜ.15– ಕರ್ನಾಟಕ ಕಾರ್ಯನಿರತ ಪತ್ರಕರ್ತರ ಸಂಘದ ವತಿಯಿಂದ ಇದೇ ತಿಂಗಳು 18 ಮತ್ತು 19ರಂದು ಕುಣಿಗಲ್ ರಸ್ತೆಯ ಶ್ರೀ ಸಿದ್ಧಾರ್ಥ ತಾಂತ್ರಿಕ ಮಹಾವಿದ್ಯಾಲಯದ ಆವರಣದಲ್ಲಿ 39ನೇ ರಾಜ್ಯಮಟ್ಟದ ಪತ್ರಕರ್ತರ ಸಮ್ಮೇಳನ ನಡೆಯಲಿದ್ದು ಈಗಾಗಲೇ ಎಲ್ಲಾ ಸಿದ್ಧತೆಗಳು ಪೂರ್ಣಗೊಂಡ ಹಿನ್ನೆಲೆಯಲ್ಲಿ ಎಸ್ ಎಸ್ ಐ ಟಿ ಆವರಣದ ಮೈದಾನದಲ್ಲಿ ವೇದಿಕೆ ನಿರ್ಮಾಣಕ್ಕೆ ಇಂದು ಪೂಜೆ ಸಲ್ಲಿಸಲಾಯಿತು. ಇದೇ ತಿಂಗಳ ಜನವರಿ 18 ಮತ್ತು 19 ರಂದು ನಡೆಯಲಿರುವ ರಾಜ್ಯಮಟ್ಟದ ಪತ್ರಕರ್ತರ ಸಮ್ಮೇಳನಕ್ಕೆ ಮುಖ್ಯಮಂತ್ರಿಗಳು ಚಾಲನೆ ನೀಡಲಿದ್ದು ತುಮಕೂರು ಜಿಲ್ಲಾ ಉಸ್ತುವಾರಿ ಸಚಿವ ಡಾ.ಜಿ ಪರಮೇಶ್ವರ್ ಅವರ ಅಧ್ಯಕ್ಷತೆಯಲ್ಲಿ ಕಾರ್ಯಕ್ರಮ ಮೂಡಿ ಬರಲಿದೆ, ಇದೇ ದಿನ ಬೆಳಗ್ಗೆ 8 ರಿಂದ ಟೌನ್ ಹಾಲ್ ವೃತ್ತದಿಂದ ನಡೆಯಲಿರುವ ಪತ್ರಕರ್ತರ ಬೃಹತ್ ಮೆರವಣಿಗೆ ನಡೆಯಲಿದೆ.: [81, 238, 308, 556]
article2-column-2: [314, 1093, 538, 1365]
article4-headline: ಹುಳಿಯಾರಿನಲ್ಲಿ ಸಂಭ್ರಮದ ಸಂಕ್ರಾಂತಿ ಆಚರಣೆ: [146, 2000, 712, 2045]
article1-photo: [314, 237, 769, 455]
article1-col2-text: ಕಾ.ನಿ.ಪ. ಜಿಲ್ಲಾ ಘಟಕದ ಪ್ರಧಾನ ಕಾರ್ಯದರ್ಶಿ ಟಿ.ಇ.ರಘುರಾಮ್ ಮಾತನಾಡಿ, ಕಲ್ಪತರು ನಾಡಿನಲ್ಲಿ ಮೊದಲ ಬಾರಿಗೆ ನಡೆಯಲಿರುವ ರಾಜ್ಯಮಟ್ಟದ 39ನೇ ಪತ್ರಕರ್ತರ ಸಮ್ಮೇಳನ ಇತಿಹಾಸ ನಿರ್ಮಾಣ ಮಾಡಲಿದ್ದು ಅನೇಕ ವಿಶೇಷತೆಗಳಿಂದ ಸಮ್ಮೇಳನ ಮೂಡಿಬರಲಿದೆ ಕಲ್ಪತರು ನಾಡಿನ ಎಲ್ಲಾ ಸಂಘ ಸಂಸ್ಥೆಯ ಮುಖ್ಯಸ್ಥರು ಸರಕಾರಿ ಅಧಿಕಾರಿಗಳು ಹಾಗೂ ಸಾರ್ವಜನಿಕರು ಸಮ್ಮೇಳನಕ್ಕೆ ತಮ್ಮದೇ ಆದ ಸಹಕಾರ,: [314, 464, 538, 641]
article3-deity-image: [82, 1447, 269, 1662]
article1-column-4: [775, 236, 1003, 751]
article2-photo-image: [315, 875, 771, 1089]
article5-photo: [1262, 217, 1480, 530]
